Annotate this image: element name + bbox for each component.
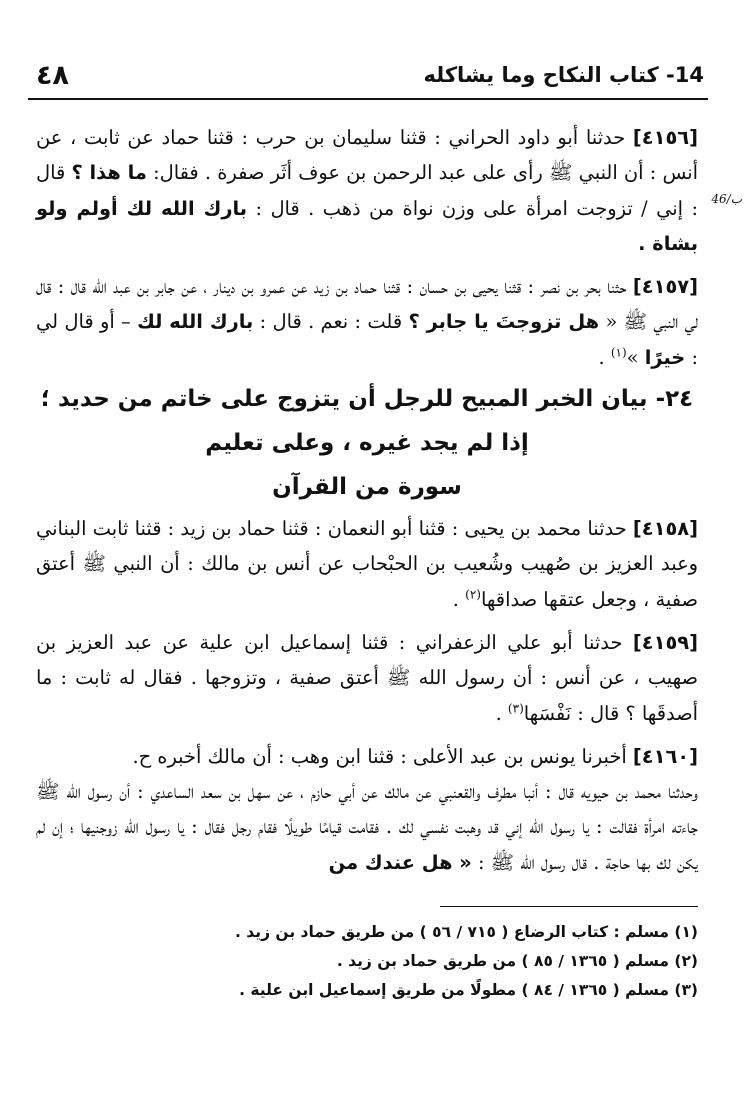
margin-folio-note: 46/ب xyxy=(711,192,742,206)
hadith-quote: هل تزوجتَ يا جابر ؟ xyxy=(408,310,600,334)
hadith-text: – أو قال لي : xyxy=(36,310,698,369)
hadith-number: [٤١٥٨] xyxy=(632,517,698,541)
hadith-text: حدثنا محمد بن يحيى : قثنا أبو النعمان : قثنا حماد بن زيد : قثنا ثابت البناني وعبد العزيز بن صُهيب وشُعيب بن الحبْحاب عن أنس بن مالك : أن النبي ﷺ أعتق صفية ، وجعل عتقها صداقها xyxy=(36,517,698,611)
hadith-text: قلت : نعم . قال : xyxy=(253,310,409,334)
hadith-text: . xyxy=(495,701,508,725)
page-header xyxy=(28,58,708,100)
hadith-quote: ما هذا ؟ xyxy=(71,161,147,185)
hadith-4159 xyxy=(36,625,698,731)
footnotes xyxy=(36,918,698,1005)
hadith-text: حثنا بحر بن نصر : قثنا يحيى بن حسان : قثنا حماد بن زيد عن عمرو بن دينار ، عن جابر بن عبد الله قال : قال لي النبي ﷺ « xyxy=(36,275,699,334)
page-number: ٤٨ xyxy=(36,60,69,91)
hadith-4156 xyxy=(36,120,698,261)
footnote-marker: (٣) xyxy=(507,701,524,716)
hadith-text: أخبرنا يونس بن عبد الأعلى : قثنا ابن وهب : أن مالك أخبره ح. xyxy=(132,744,633,768)
chapter-heading-line: إذا لم يجد غيره ، وعلى تعليم xyxy=(205,430,529,457)
running-title: 14- كتاب النكاح وما يشاكله xyxy=(423,63,704,87)
hadith-4158 xyxy=(36,511,698,617)
footnote-divider xyxy=(440,906,698,907)
hadith-number: [٤١٥٧] xyxy=(632,275,698,299)
main-text xyxy=(36,120,698,880)
hadith-number: [٤١٦٠] xyxy=(632,744,698,768)
hadith-quote: خيرًا xyxy=(644,345,686,369)
chapter-heading xyxy=(36,377,698,509)
footnote-item: (١) مسلم : كتاب الرضاع ( ٧١٥ / ٥٦ ) من طريق حماد بن زيد . xyxy=(235,923,698,941)
footnote-marker: (١) xyxy=(610,345,627,360)
hadith-4157 xyxy=(36,269,698,375)
hadith-number: [٤١٥٦] xyxy=(632,126,698,149)
hadith-quote: « هل عندك من xyxy=(328,850,472,874)
hadith-text: حدثنا أبو علي الزعفراني : قثنا إسماعيل ابن علية عن عبد العزيز بن صهيب ، عن أنس : أن رسول الله ﷺ أعتق صفية ، وتزوجها . فقال له ثابت : ما أصدقَها ؟ قال : نَفْسَها xyxy=(36,630,698,725)
hadith-text: » xyxy=(626,345,645,369)
chapter-heading-line: سورة من القرآن xyxy=(272,474,462,501)
hadith-number: [٤١٥٩] xyxy=(632,630,698,654)
footnote-item: (٢) مسلم ( ١٣٦٥ / ٨٥ ) من طريق حماد بن زيد . xyxy=(336,952,698,970)
hadith-quote: بارك الله لك أولم ولو بشاة . xyxy=(36,196,698,255)
footnote-marker: (٢) xyxy=(465,587,481,602)
hadith-4160-continuation xyxy=(36,774,698,880)
hadith-text: . xyxy=(452,587,466,611)
hadith-4160 xyxy=(36,739,698,774)
hadith-text: حدثنا أبو داود الحراني : قثنا سليمان بن حرب : قثنا حماد عن ثابت ، عن أنس : أن النبي ﷺ رأى على عبد الرحمن بن عوف أثَر صفرة . فقال: xyxy=(36,126,698,185)
chapter-heading-line: ٢٤- بيان الخبر المبيح للرجل أن يتزوج على خاتم من حديد ؛ xyxy=(40,386,694,413)
hadith-text: وحدثنا محمد بن حيويه قال : أنبا مطرف والقعنبي عن مالك عن أبي حازم ، عن سهل بن سعد الساعدي : أن رسول الله ﷺ جاءته امرأة فقالت : يا رسول الله إني قد وهبت نفسي لك . فقامت قيامًا طويلًا فقام رجل فقال : يا رسول الله زوجنيها ؛ إن لم يكن لك بها حاجة . قال رسول الله ﷺ : xyxy=(36,780,698,874)
hadith-text: قال : إني / تزوجت امرأة على وزن نواة من ذهب . قال : xyxy=(36,161,698,220)
hadith-text: . xyxy=(598,345,611,369)
footnote-item: (٣) مسلم ( ١٣٦٥ / ٨٤ ) مطولًا من طريق إسماعيل ابن علية . xyxy=(239,981,698,999)
hadith-quote: بارك الله لك xyxy=(137,310,254,334)
